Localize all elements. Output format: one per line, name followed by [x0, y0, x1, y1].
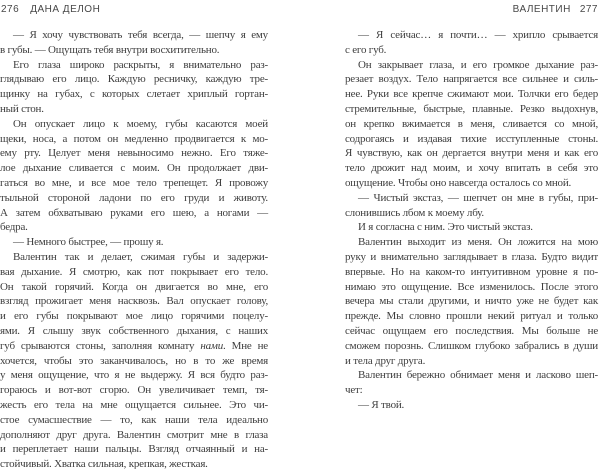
text-line: — Немного быстрее, — прошу я.: [13, 236, 164, 249]
text-line: лое дыхание сливается с моим. Он продолжает дви-: [0, 162, 268, 175]
text-line: содрогаясь и издавая тихие исступленные стоны.: [345, 132, 598, 145]
text-line: щеки, носа, а потом он медленно продвигается к мо-: [0, 132, 268, 145]
right-page-header: [513, 4, 598, 15]
text-line: Валентин выходит из меня. Он ложится на мою: [358, 236, 598, 249]
text-line: вечера мы стали другими, и ничто уже не будет как: [345, 295, 598, 308]
text-line: гораюсь и вот-вот сгорю. Он увеличивает темп, тя-: [0, 384, 268, 397]
text-line: резает воздух. Тело напрягается все сильнее и силь-: [345, 73, 598, 86]
left-page-header: [1, 4, 100, 15]
text-line: ему рту. Целует меня невыносимо нежно. Его тяже-: [0, 147, 268, 160]
left-page-text: [0, 28, 268, 469]
text-line: в губы. — Ощущать тебя внутри восхитительно.: [0, 43, 220, 56]
text-line: бедра.: [0, 221, 28, 234]
text-line: — Я хочу чувствовать тебя всегда, — шепчу я ему: [13, 29, 268, 41]
text-line: ями. Я слышу звук собственного дыхания, с наших: [0, 324, 268, 337]
text-line: Он такой горячий. Когда он двигается во мне, его: [0, 280, 268, 293]
text-line: нее. Руки все крепче сжимают мои. Толчки его бедер: [345, 88, 598, 101]
text-line: дополняют друг друга. Валентин смотрит мне в глаза: [0, 428, 268, 441]
text-line: хочется, чтобы это заканчивалось, но в то же время: [0, 354, 268, 367]
text-line: — Чистый экстаз, — шепчет он мне в губы, при-: [358, 191, 598, 204]
text-line: жесть его тела на мне ощущается сильнее. Это чи-: [0, 398, 268, 411]
text-line: руку и внимательно заглядывает в глаза. Будто видит: [345, 250, 598, 263]
text-line: гаться во мне, и все мое тело трепещет. Я провожу: [0, 176, 268, 189]
text-line: впервые. Но на каком-то интуитивном уровне я по-: [345, 265, 598, 278]
text-line: чет:: [345, 384, 363, 397]
text-line: стойчивый. Хватка сильная, крепкая, жесткая.: [0, 458, 208, 469]
text-line: и переплетает наши пальцы. Взгляд отчаянный и на-: [0, 443, 268, 456]
text-line: тело дрожит над моим, и хочу впитать в себя это: [345, 162, 598, 175]
text-line: — Я сейчас… я почти… — хрипло срывается: [358, 29, 598, 41]
text-line: — Я твой.: [358, 398, 405, 411]
text-line: Валентин бережно обнимает меня и ласково шеп-: [358, 369, 598, 382]
text-line: Валентин так и делает, сжимая губы и задержи-: [13, 250, 268, 263]
text-line: А затем обхватываю руками его шею, а ногами —: [0, 206, 268, 219]
text-line: сейчас ощущаем его последствия. Мы больше не: [345, 324, 598, 337]
text-line: Он закрывает глаза, и его громкое дыхание раз-: [358, 58, 598, 71]
text-line: стремительные, быстрые, плавные. Резко выдохнув,: [345, 102, 598, 115]
text-line: ощущение. Чтобы оно навсегда осталось со мной.: [345, 176, 572, 189]
text-line: слонившись лбом к моему лбу.: [345, 206, 484, 219]
right-running-title: ВАЛЕНТИН: [512, 4, 571, 15]
text-line: и его губы покрывают мое лицо горячими поцелу-: [0, 310, 268, 323]
text-line: сможем порознь. Слишком глубоко забрались в души: [345, 339, 598, 352]
text-line: у меня ощущение, что я не выдержу. Я вся будто раз-: [0, 369, 268, 382]
text-line: Его глаза широко раскрыты, я внимательно раз-: [13, 58, 268, 71]
text-line: глядываю его лицо. Каждую ресничку, каждую тре-: [0, 73, 268, 86]
text-line: Он опускает лицо к моему, губы касаются моей: [13, 117, 268, 130]
text-line: нимаю это ощущение. Все изменилось. После этого: [345, 280, 598, 293]
text-line: тыльной стороной ладони по его груди и животу.: [0, 191, 268, 204]
text-line: он крепко вжимается в меня, сливается со мной,: [345, 117, 598, 130]
text-line: взгляд прожигает меня насквозь. Вал опускает голову,: [0, 295, 268, 308]
text-line: вая дыхание. Я смотрю, как пот покрывает его тело.: [0, 265, 268, 278]
right-page-number: 277: [579, 4, 598, 15]
text-line: и тела друг друга.: [345, 354, 426, 367]
text-line: Я чувствую, как он дергается внутри меня и как его: [345, 147, 598, 160]
text-line: прежде. Мы словно прошли некий ритуал и только: [345, 310, 598, 323]
text-line: с его губ.: [345, 43, 387, 56]
left-page-number: 276: [1, 4, 20, 15]
text-line: щинку на губах, с которых слетает хриплый гортан-: [0, 88, 268, 101]
right-page-text: [345, 28, 598, 413]
text-line: губ срываются стоны, заполняя комнату нами. Мне не: [0, 339, 268, 352]
text-line: ный стон.: [0, 102, 44, 115]
left-running-title: ДАНА ДЕЛОН: [30, 4, 101, 15]
text-line: стое сумасшествие — то, как наши тела идеально: [0, 413, 268, 426]
text-line: И я согласна с ним. Это чистый экстаз.: [358, 221, 533, 234]
